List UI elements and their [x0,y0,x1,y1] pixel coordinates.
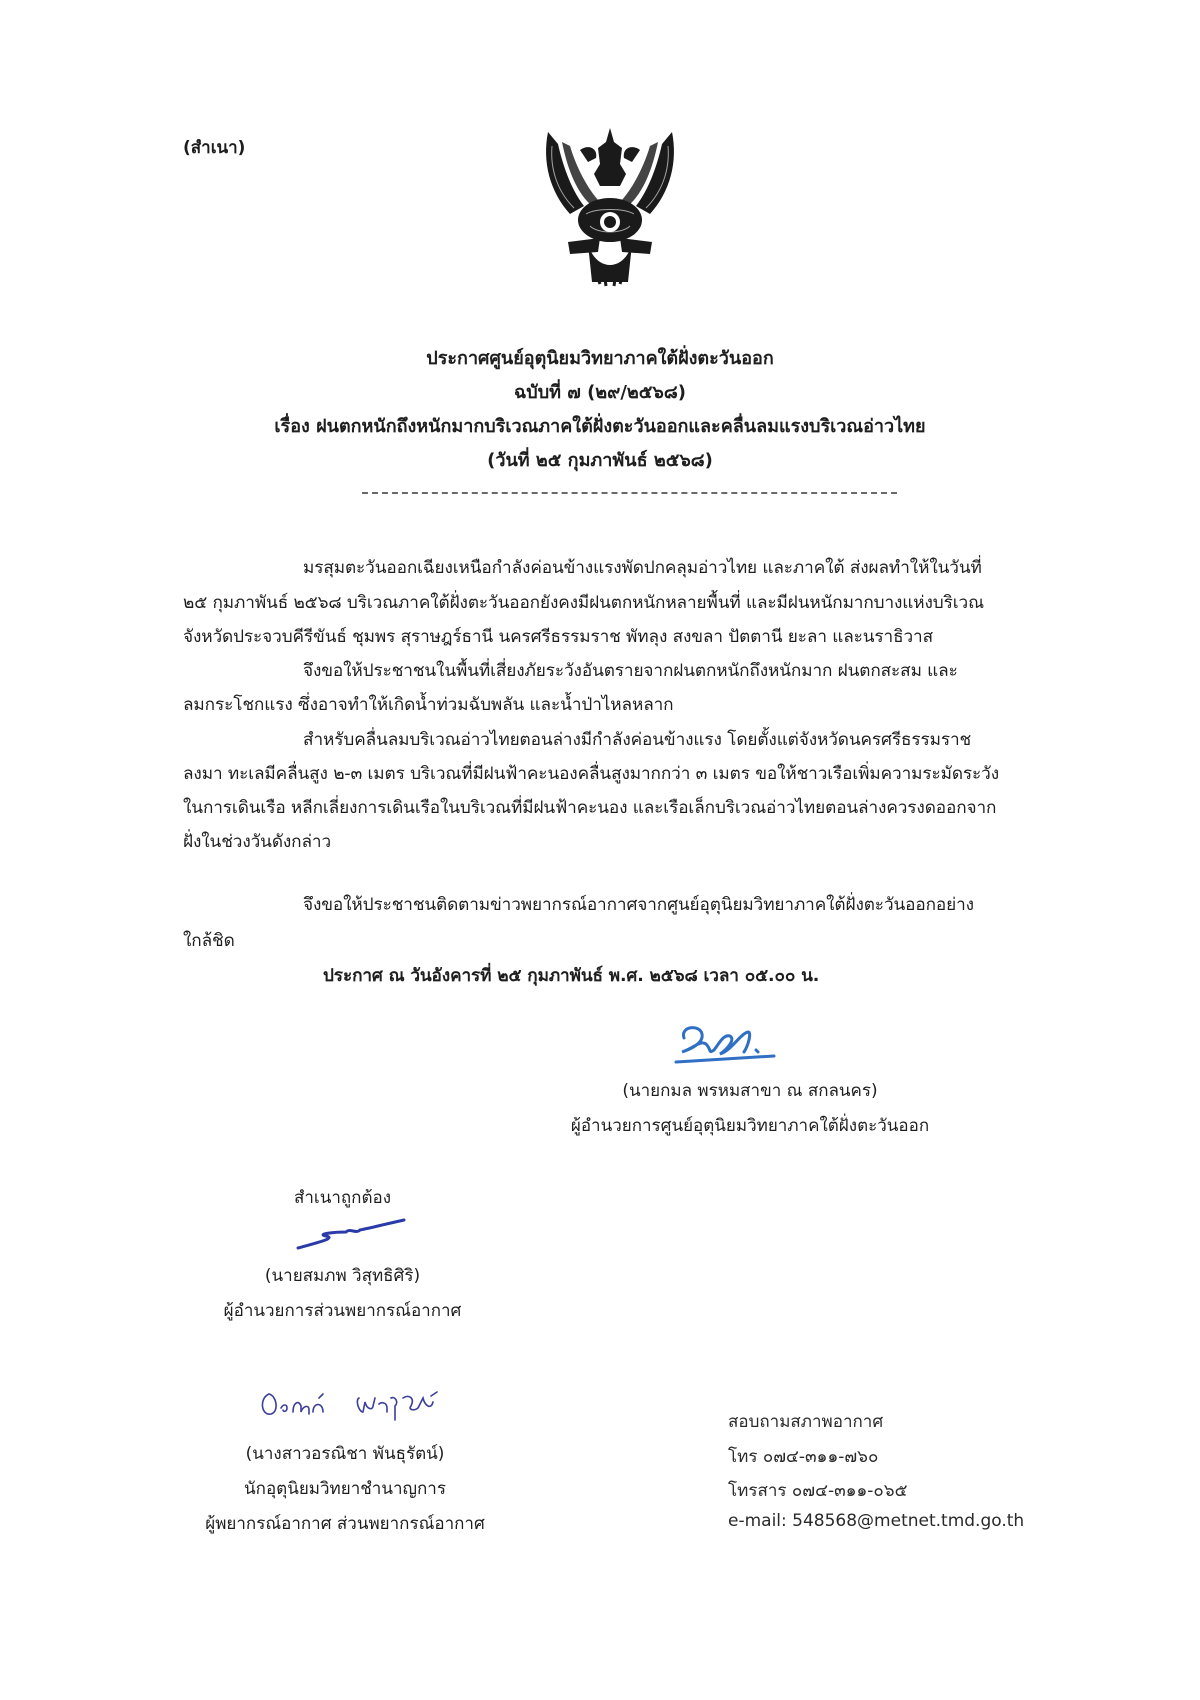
contact-email[interactable]: e-mail: 548568@metnet.tmd.go.th [728,1511,1025,1531]
certified-label: สำเนาถูกต้อง [293,1188,392,1208]
body-line: ใกล้ชิด [183,931,235,951]
announcement-datetime: ประกาศ ณ วันอังคารที่ ๒๕ กุมภาพันธ์ พ.ศ. ๒๕๖๘ เวลา ๐๕.๐๐ น. [323,966,820,986]
header-divider [362,492,897,494]
certifier-position: ผู้อำนวยการส่วนพยากรณ์อากาศ [223,1301,462,1321]
body-line: ในการเดินเรือ หลีกเลี่ยงการเดินเรือในบริเวณที่มีฝนฟ้าคะนอง และเรือเล็กบริเวณอ่าวไทยตอนล่างควรงดออกจาก [183,798,997,818]
body-line: จังหวัดประจวบคีรีขันธ์ ชุมพร สุราษฎร์ธานี นครศรีธรรมราช พัทลุง สงขลา ปัตตานี ยะลา และนราธิวาส [183,627,933,647]
announcement-title: ประกาศศูนย์อุตุนิยมวิทยาภาคใต้ฝั่งตะวันออก [426,348,774,369]
garuda-emblem-icon [540,122,680,287]
director-position: ผู้อำนวยการศูนย์อุตุนิยมวิทยาภาคใต้ฝั่งตะวันออก [570,1116,930,1136]
forecaster-position-2: ผู้พยากรณ์อากาศ ส่วนพยากรณ์อากาศ [205,1514,485,1534]
forecaster-name: (นางสาวอรณิชา พันธุรัตน์) [245,1444,445,1464]
announcement-issue: ฉบับที่ ๗ (๒๙/๒๕๖๘) [514,382,686,403]
body-line: จึงขอให้ประชาชนในพื้นที่เสี่ยงภัยระวังอันตรายจากฝนตกหนักถึงหนักมาก ฝนตกสะสม และ [303,661,958,681]
copy-mark: (สำเนา) [183,138,246,158]
body-line: ๒๕ กุมภาพันธ์ ๒๕๖๘ บริเวณภาคใต้ฝั่งตะวันออกยังคงมีฝนตกหนักหลายพื้นที่ และมีฝนหนักมากบางแห่งบริเวณ [183,593,984,613]
body-line: ลมกระโชกแรง ซึ่งอาจทำให้เกิดน้ำท่วมฉับพลัน และน้ำป่าไหลหลาก [183,695,674,715]
body-line: ลงมา ทะเลมีคลื่นสูง ๒-๓ เมตร บริเวณที่มีฝนฟ้าคะนองคลื่นสูงมากกว่า ๓ เมตร ขอให้ชาวเรือเพิ่มความระมัดระวัง [183,764,1000,784]
contact-label: สอบถามสภาพอากาศ [728,1412,884,1432]
announcement-subject: เรื่อง ฝนตกหนักถึงหนักมากบริเวณภาคใต้ฝั่งตะวันออกและคลื่นลมแรงบริเวณอ่าวไทย [274,416,926,437]
director-name: (นายกมล พรหมสาขา ณ สกลนคร) [622,1081,878,1101]
certifier-signature-icon [290,1218,410,1254]
certifier-name: (นายสมภพ วิสุทธิศิริ) [264,1266,421,1286]
forecaster-signature-icon [255,1380,455,1424]
body-line: สำหรับคลื่นลมบริเวณอ่าวไทยตอนล่างมีกำลังค่อนข้างแรง โดยตั้งแต่จังหวัดนครศรีธรรมราช [303,730,972,750]
body-line: จึงขอให้ประชาชนติดตามข่าวพยากรณ์อากาศจากศูนย์อุตุนิยมวิทยาภาคใต้ฝั่งตะวันออกอย่าง [303,895,974,915]
contact-fax: โทรสาร ๐๗๔-๓๑๑-๐๖๕ [728,1481,908,1501]
body-line: มรสุมตะวันออกเฉียงเหนือกำลังค่อนข้างแรงพัดปกคลุมอ่าวไทย และภาคใต้ ส่งผลทำให้ในวันที่ [303,558,982,578]
forecaster-position-1: นักอุตุนิยมวิทยาชำนาญการ [244,1479,446,1499]
contact-phone: โทร ๐๗๔-๓๑๑-๗๖๐ [728,1447,879,1467]
body-line: ฝั่งในช่วงวันดังกล่าว [183,832,332,852]
director-signature-icon [670,1020,780,1070]
announcement-date: (วันที่ ๒๕ กุมภาพันธ์ ๒๕๖๘) [487,450,713,471]
